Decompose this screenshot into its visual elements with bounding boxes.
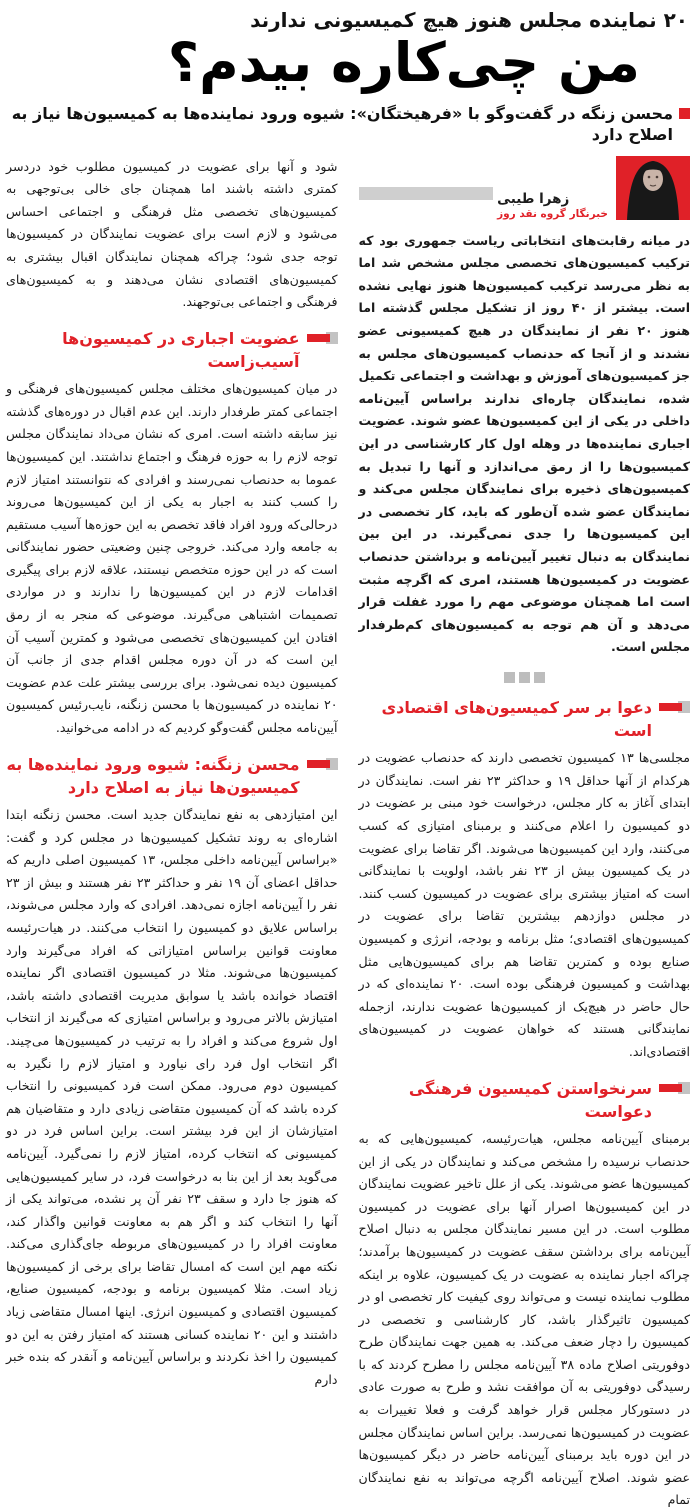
lead-paragraph: در میانه رقابت‌های انتخاباتی ریاست جمهوری بود که ترکیب کمیسیون‌های تخصصی مجلس مشخص شد اما به نظر می‌رسد ترکیب کمیسیون‌ها هنوز نهایی نشده است. بیشتر از ۴۰ روز از تشکیل مجلس گذشته اما هنوز ۲۰ نفر از نمایندگان در هیچ کمیسیونی عضو نشدند و از آنجا که حدنصاب کمیسیون‌های مجلس به جز کمیسیون‌های آموزش و بهداشت و اجتماعی تکمیل شده، نمایندگان چاره‌ای ندارند براساس آیین‌نامه داخلی در یکی از این کمیسیون‌ها عضو شوند. عضویت اجباری نماینده‌ها در وهله اول کار کارشناسی در این کمیسیون‌ها را از رمق می‌اندازد و آنها را تبدیل به کمیسیون‌های ذخیره برای نمایندگان مجلس می‌کند و نمایندگان عضو شده آن‌طور که باید، کار تخصصی در این کمیسیون‌ها را جدی نمی‌گیرند. در این بین نمایندگان به دنبال تغییر آیین‌نامه و برداشتن حدنصاب عضویت در کمیسیون‌ها هستند، امری که اگرچه مثبت است اما همچنان موضوعی مهم را مورد غفلت قرار می‌دهد و آن هم توجه به کمیسیون‌های کم‌طرفدار مجلس است. <box>358 232 691 655</box>
section-body: برمبنای آیین‌نامه مجلس، هیات‌رئیسه، کمیسیون‌هایی که به حدنصاب نرسیده را مشخص می‌کند و نمایندگان در یکی از این کمیسیون‌ها عضو می‌شوند. یکی از علل تاخیر عضویت نمایندگان در این کمیسیون‌ها اصرار آنها برای عضویت در کمیسیون مطلوب است. در این مسیر نمایندگان مجلس به دنبال اصلاح آیین‌نامه برای برداشتن سقف عضویت در کمیسیون‌ها برآمدند؛ چراکه اجبار نماینده به عضویت در یک کمیسیون، علاوه بر اینکه مطلوب نماینده نیست و می‌تواند روی کیفیت کار تخصصی او در کمیسیون تاثیرگذار باشد، کار کارشناسی و تخصصی در کمیسیون را دچار ضعف می‌کند. به همین جهت نمایندگان طرح دوفوریتی اصلاح ماده ۳۸ آیین‌نامه مجلس را مطرح کردند که با رسیدگی دوفوریتی به آن موافقت نشد و طرح به صورت عادی در دستورکار مجلس قرار خواهد گرفت و فعلا تغییرات به عضویت در کمیسیون‌ها نمی‌رسد. براین اساس نمایندگان مجلس در این دوره باید برمبنای آیین‌نامه حاضر در دیگر کمیسیون‌ها عضو شوند. اصلاح آیین‌نامه اگرچه می‌تواند به نفع نمایندگان تمام <box>358 1130 690 1508</box>
section-body: مجلسی‌ها ۱۳ کمیسیون تخصصی دارند که حدنصاب عضویت در هرکدام از آنها حداقل ۱۹ و حداکثر ۲۳ نفر است. نمایندگان در ابتدای آغاز به کار مجلس، درخواست خود مبنی بر عضویت در دو کمیسیون را اعلام می‌کنند و برمبنای امتیازی که کسب می‌کنند، وارد این کمیسیون‌ها می‌شوند. اگر تقاضا برای عضویت در یک کمیسیون بیش از ۲۳ نفر باشد، اولویت با نمایندگانی است که امتیاز بیشتری برای عضویت در کمیسیون کسب کنند. در مجلس دوازدهم بیشترین تقاضا برای عضویت در کمیسیون‌های اقتصادی؛ مثل برنامه و بودجه، انرژی و کمیسیون صنایع بوده و کمترین تقاضا هم برای کمیسیون‌هایی مثل بهداشت و کمیسیون فرهنگی بوده است. ۲۰ نماینده‌ای که در حال حاضر در هیچ‌یک از کمیسیون‌ها عضویت ندارند، ازجمله نمایندگانی هستند که خواهان عضویت در کمیسیون‌های اقتصادی‌اند. <box>358 750 690 1059</box>
section-heading-text: محسن زنگنه: شیوه ورود نماینده‌ها به کمیسیون‌ها نیاز به اصلاح دارد <box>6 754 300 797</box>
section-heading-zanganeh-interview <box>6 753 338 799</box>
author-photo <box>616 156 690 220</box>
divider-square <box>504 672 515 683</box>
continuation-paragraph: شود و آنها برای عضویت در کمیسیون مطلوب خود دردسر کمتری داشته باشند اما همچنان جای خالی بی‌توجهی به کمیسیون‌های تخصصی مثل فرهنگی و اجتماعی احساس می‌شود و لازم است برای عضویت نمایندگان در کمیسیون‌ها توجه جدی شود؛ چراکه همچنان نمایندگان اقبال بیشتری به کمیسیون‌های اقتصادی نشان می‌دهند و به کمیسیون‌های فرهنگی و اجتماعی بی‌توجهند. <box>6 158 338 310</box>
divider-square <box>519 672 530 683</box>
red-dash-marker-icon <box>307 331 338 345</box>
red-dash-marker-icon <box>659 700 690 714</box>
article-subtitle: محسن زنگه در گفت‌وگو با «فرهیختگان»: شیوه ورود نماینده‌ها به کمیسیون‌ها نیاز به اصلاح دارد <box>11 104 673 144</box>
column-left <box>6 154 338 1512</box>
red-square-bullet-icon <box>679 108 690 119</box>
section-heading-cultural-commission <box>359 1077 691 1123</box>
article-subtitle-row <box>6 104 690 152</box>
article-columns <box>6 154 690 1512</box>
author-meta <box>493 191 616 220</box>
author-gray-strip <box>359 187 494 200</box>
section-heading-text: سرنخواستن کمیسیون فرهنگی دعواست <box>408 1078 652 1121</box>
section-body: این امتیازدهی به نفع نمایندگان جدید است. محسن زنگنه ابتدا اشاره‌ای به روند تشکیل کمیسیون‌ها در مجلس کرد و گفت: «براساس آیین‌نامه داخلی مجلس، ۱۳ کمیسیون اصلی داریم که حداقل اعضای آن ۱۹ نفر و حداکثر ۲۳ نفر هستند و بیش از ۲۳ نفر را آیین‌نامه اجازه نمی‌دهد. افرادی که وارد مجلس می‌شوند، براساس علایق دو کمیسیون را انتخاب می‌کنند. در هیات‌رئیسه معاونت قوانین براساس امتیازاتی که افراد می‌گیرند وارد کمیسیون‌ها می‌شوند. مثلا در کمیسیون اقتصادی اگر نماینده اقتصاد خوانده باشد یا سوابق مدیریت اقتصادی داشته باشد، امتیازش بالاتر می‌رود و براساس امتیازی که می‌گیرند از انتخاب اول شروع می‌کند و افراد را به ترتیب در کمیسیون‌ها می‌چیند. اگر انتخاب اول فرد رای نیاورد و امتیاز لازم را نگیرد به کمیسیون دوم می‌رود. ممکن است فرد کمیسیونی را انتخاب کرده باشد که آن کمیسیون متقاضی زیادی دارد و متقاضیان هم امتیازشان از این فرد بیشتر است. براین اساس فرد در دو کمیسیونی که انتخاب کرده، امتیاز لازم را نمی‌گیرد. آیین‌نامه می‌گوید بعد از این بنا به درخواست فرد، در سایر کمیسیون‌هایی که هنوز جا دارد و سقف ۲۳ نفر آن پر نشده، می‌تواند یکی از آنها را انتخاب کند و اگر هم به معاونت قوانین واگذار کند، معاونت افراد را در کمیسیون‌های مربوطه جای‌گذاری می‌کند. نکته مهم این است که امسال تقاضا برای برخی از کمیسیون‌ها زیاد است. مثلا کمیسیون برنامه و بودجه، کمیسیون صنایع، کمیسیون اقتصادی و کمیسیون انرژی. اینها امسال متقاضی زیاد داشتند و این ۲۰ نماینده کسانی هستند که امتیاز رفتن به این دو کمیسیون را اخذ نکردند و براساس آیین‌نامه و آنقدر که بنده خبر دارم <box>6 807 338 1387</box>
section-heading-forced-membership <box>6 327 338 373</box>
author-block <box>359 156 691 220</box>
section-heading-economic-commissions <box>359 696 691 742</box>
section-divider-squares-icon <box>359 672 691 683</box>
section-heading-text: دعوا بر سر کمیسیون‌های اقتصادی است <box>381 697 652 741</box>
divider-square <box>534 672 545 683</box>
red-dash-marker-icon <box>307 757 338 771</box>
author-name: زهرا طیبی <box>497 190 570 207</box>
article-overline: ۲۰ نماینده مجلس هنوز هیچ کمیسیونی ندارند <box>250 8 688 32</box>
article-headline: من چی‌کاره بیدم؟ <box>167 31 640 94</box>
section-heading-text: عضویت اجباری در کمیسیون‌ها آسیب‌زاست <box>62 328 300 371</box>
author-role: خبرنگار گروه نقد روز <box>497 207 608 220</box>
column-right <box>359 154 691 1512</box>
section-body: در میان کمیسیون‌های مختلف مجلس کمیسیون‌های فرهنگی و اجتماعی کمتر طرفدار دارند. این عدم اقبال در دوره‌های گذشته نیز سابقه داشته است. امری که نشان می‌داد نمایندگان مجلس توجه لازم را به حوزه فرهنگ و اجتماع نداشتند. این کمیسیون‌ها عموما به حدنصاب نمی‌رسند و افرادی که نتوانستند امتیاز لازم را کسب کنند به اجبار به یکی از این کمیسیون‌ها می‌روند درحالی‌که ورود افراد فاقد تخصص به این حوزه‌ها آسیب مستقیم به جامعه وارد می‌کند. خروجی چنین وضعیتی حضور نمایندگانی است که در این حوزه متخصص نیستند، علاقه لازم برای پیگیری اقدامات لازم در این کمیسیون‌ها را ندارند و در مواردی تصمیمات اشتباهی می‌گیرند. موضوعی که منجر به از رمق افتادن این کمیسیون‌های تخصصی می‌شود و کمترین آسیب آن این است که در آن دوره مجلس اقدام جدی از جانب آن کمیسیون دیده نمی‌شود. برای بررسی بیشتر علت عدم عضویت ۲۰ نماینده در کمیسیون‌ها با محسن زنگنه، نایب‌رئیس کمیسیون آیین‌نامه مجلس گفت‌وگو کردیم که در ادامه می‌خوانید. <box>6 381 338 736</box>
red-dash-marker-icon <box>659 1081 690 1095</box>
